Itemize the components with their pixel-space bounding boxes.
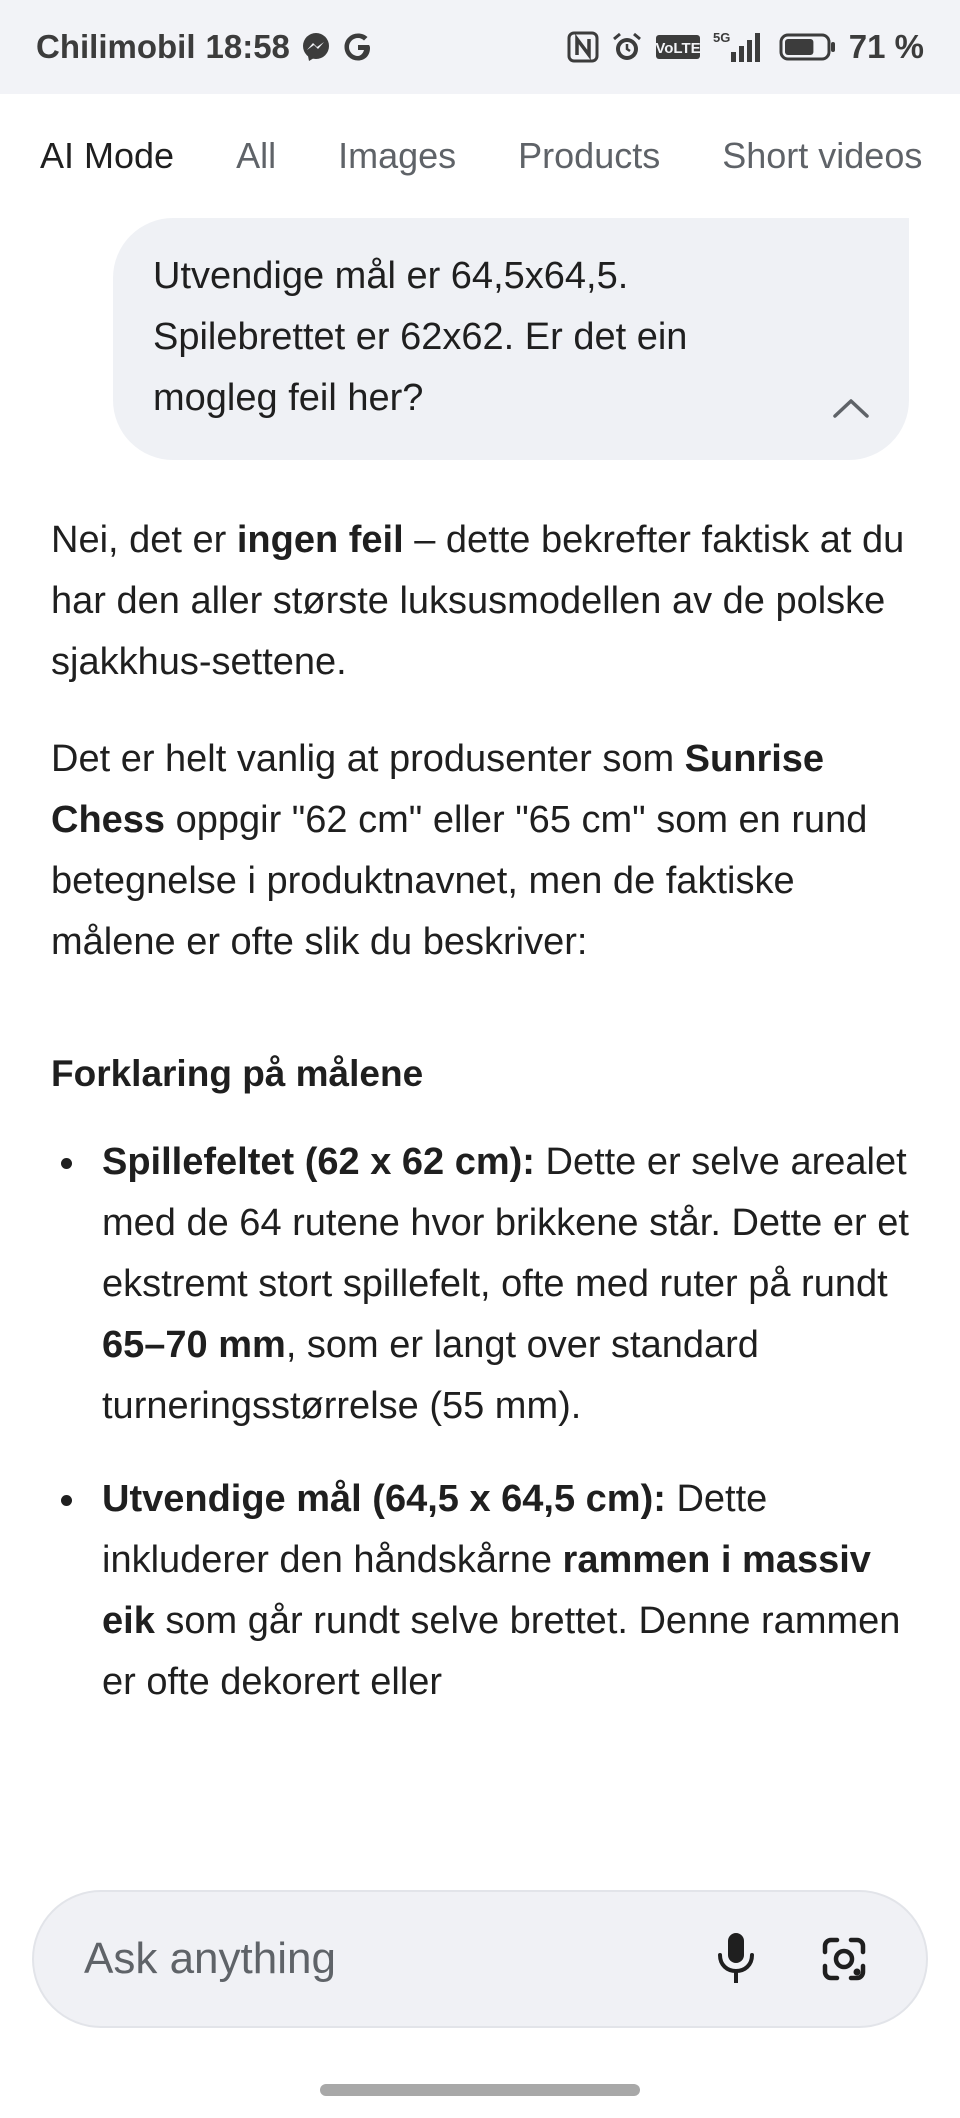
tab-all[interactable]: All [236,135,277,176]
tab-short-videos[interactable]: Short videos [722,135,923,176]
text-span: Dette inkluderer den håndskårne [102,1478,768,1581]
bold-text: ingen feil [236,519,404,561]
user-message-bubble[interactable] [113,218,909,460]
tab-products[interactable]: Products [518,135,661,176]
ask-input-bar[interactable] [32,1890,928,2028]
chevron-up-icon[interactable] [831,396,871,420]
bold-text: 65–70 mm [102,1324,286,1366]
search-mode-tabs [0,94,960,218]
text-span: Nei, det er [51,519,237,561]
bottom-input-area [0,1862,960,2118]
carrier-name: Chilimobil [36,28,196,65]
google-lens-icon[interactable] [814,1929,874,1989]
response-paragraph [51,729,911,973]
network-label: 5G [712,30,731,45]
microphone-icon[interactable] [706,1929,766,1989]
status-left [36,28,374,66]
bold-text: Sunrise Chess [51,738,825,841]
messenger-icon [300,31,332,63]
nfc-icon [567,31,599,63]
section-heading: Forklaring på målene [51,1053,424,1094]
bold-text: Utvendige mål (64,5 x 64,5 cm): [102,1478,666,1520]
text-span: oppgir "62 cm" eller "65 cm" som en rund betegnelse i produktnavnet, men de faktiske målene er ofte slik du beskriver: [51,799,868,963]
list-item [51,1469,911,1713]
user-message-text: Utvendige mål er 64,5x64,5. Spilebrettet er 62x62. Er det ein mogleg feil her? [153,255,688,419]
home-indicator[interactable] [320,2084,640,2096]
battery-percent: 71 % [848,28,924,65]
alarm-icon [611,31,643,63]
explanation-list [51,1132,911,1713]
text-span: , som er langt over standard turneringsstørrelse (55 mm). [102,1324,759,1427]
bullet-dot [61,1158,72,1169]
status-right [567,28,924,66]
ai-response [51,510,911,1745]
text-span: Dette er selve arealet med de 64 rutene hvor brikkene står. Dette er et ekstremt stort spillefelt, ofte med ruter på rundt [102,1141,909,1305]
bold-text: rammen i massiv eik [102,1539,871,1642]
response-paragraph [51,510,911,693]
5g-signal-icon [713,30,767,64]
status-bar [0,0,960,94]
ask-input[interactable]: Ask anything [84,1934,336,1983]
text-span: Det er helt vanlig at produsenter som [51,738,685,780]
volte-icon [655,31,701,63]
volte-label: VoLTE [655,40,701,57]
text-span: som går rundt selve brettet. Denne rammen er ofte dekorert eller [102,1600,901,1703]
clock: 18:58 [205,28,290,65]
battery-icon [779,31,837,63]
bullet-dot [61,1495,72,1506]
list-item [51,1132,911,1437]
google-icon [342,31,374,63]
text-span: – dette bekrefter faktisk at du har den aller største luksusmodellen av de polske sjakkhus-settene. [51,519,905,683]
tab-ai-mode[interactable]: AI Mode [40,135,175,176]
bold-text: Spillefeltet (62 x 62 cm): [102,1141,535,1183]
tab-images[interactable]: Images [338,135,457,176]
